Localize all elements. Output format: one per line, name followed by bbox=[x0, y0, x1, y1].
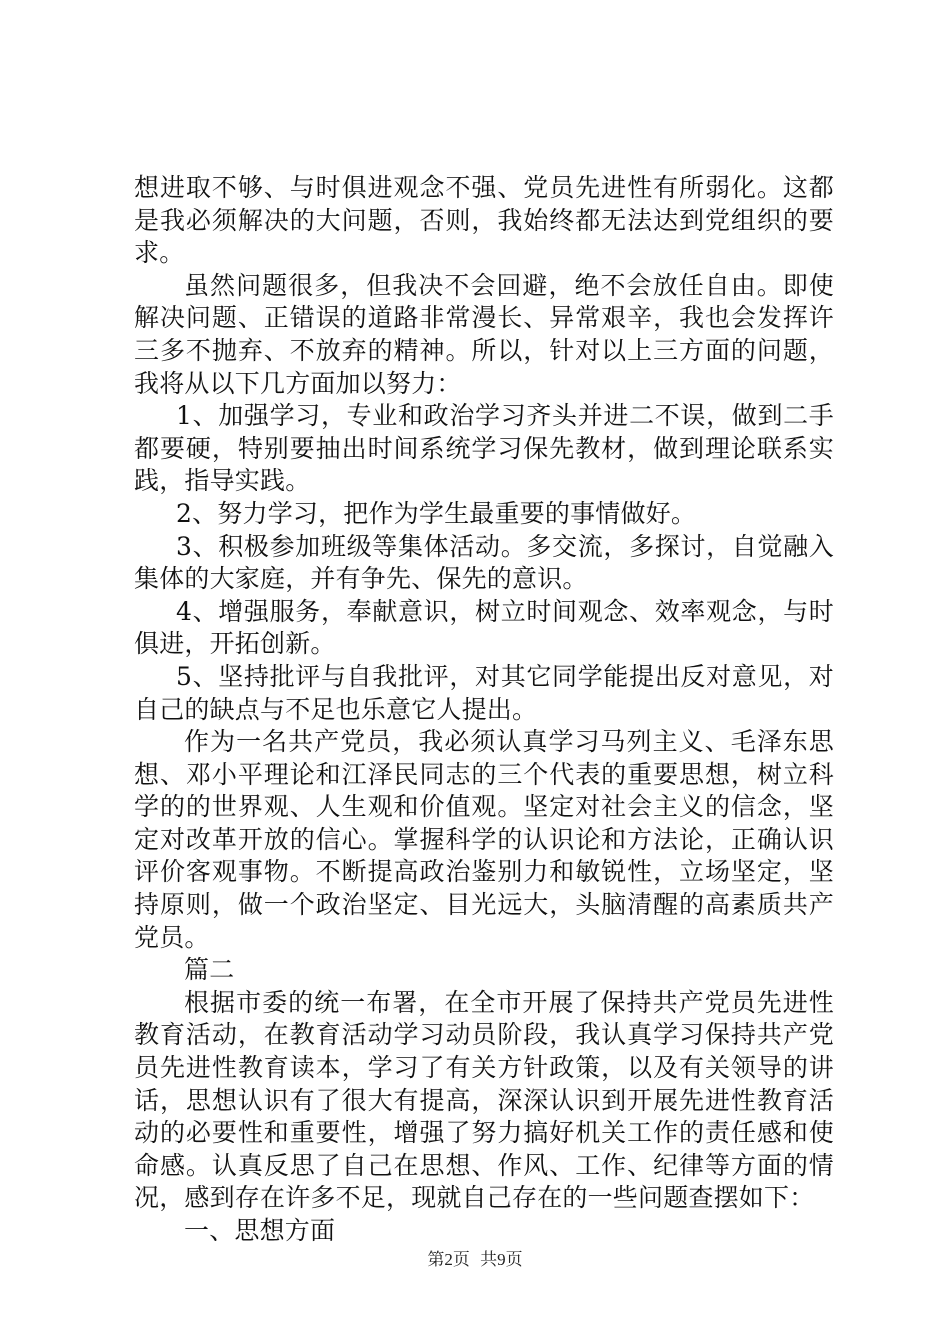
subheading-ideology: 一、思想方面 bbox=[184, 1216, 336, 1245]
list-item-2: 2、努力学习，把作为学生最重要的事情做好。 bbox=[176, 498, 697, 528]
document-body bbox=[134, 172, 834, 1248]
list-item-5: 5、坚持批评与自我批评，对其它同学能提出反对意见，对自己的缺点与不足也乐意它人提出。 bbox=[134, 661, 834, 724]
page-footer bbox=[0, 1245, 950, 1270]
page-number-total: 共9页 bbox=[480, 1250, 523, 1269]
section-heading-part-two: 篇二 bbox=[184, 955, 235, 985]
paragraph-party-member: 作为一名共产党员，我必须认真学习马列主义、毛泽东思想、邓小平理论和江泽民同志的三个代表的重要思想，树立科学的的世界观、人生观和价值观。坚定对社会主义的信念，坚定对改革开放的信心。掌握科学的认识论和方法论，正确认识评价客观事物。不断提高政治鉴别力和敏锐性，立场坚定，坚持原则，做一个政治坚定、目光远大，头脑清醒的高素质共产党员。 bbox=[134, 727, 834, 952]
paragraph-part-two-intro: 根据市委的统一布署，在全市开展了保持共产党员先进性教育活动，在教育活动学习动员阶段，我认真学习保持共产党员先进性教育读本，学习了有关方针政策，以及有关领导的讲话，思想认识有了很大有提高，深深认识到开展先进性教育活动的必要性和重要性，增强了努力搞好机关工作的责任感和使命感。认真反思了自己在思想、作风、工作、纪律等方面的情况，感到存在许多不足，现就自己存在的一些问题查摆如下： bbox=[134, 987, 834, 1213]
paragraph-resolve: 虽然问题很多，但我决不会回避，绝不会放任自由。即使解决问题、正错误的道路非常漫长、异常艰辛，我也会发挥许三多不抛弃、不放弃的精神。所以，针对以上三方面的问题，我将从以下几方面加以努力： bbox=[134, 270, 834, 398]
list-item-3: 3、积极参加班级等集体活动。多交流，多探讨，自觉融入集体的大家庭，并有争先、保先的意识。 bbox=[134, 531, 834, 594]
list-item-1: 1、加强学习，专业和政治学习齐头并进二不误，做到二手都要硬，特别要抽出时间系统学习保先教材，做到理论联系实践，指导实践。 bbox=[134, 401, 834, 496]
list-item-4: 4、增强服务，奉献意识，树立时间观念、效率观念，与时俱进，开拓创新。 bbox=[134, 596, 834, 659]
page-number-current: 第2页 bbox=[427, 1250, 470, 1269]
paragraph-continuation: 想进取不够、与时俱进观念不强、党员先进性有所弱化。这都是我必须解决的大问题，否则，我始终都无法达到党组织的要求。 bbox=[134, 173, 834, 268]
